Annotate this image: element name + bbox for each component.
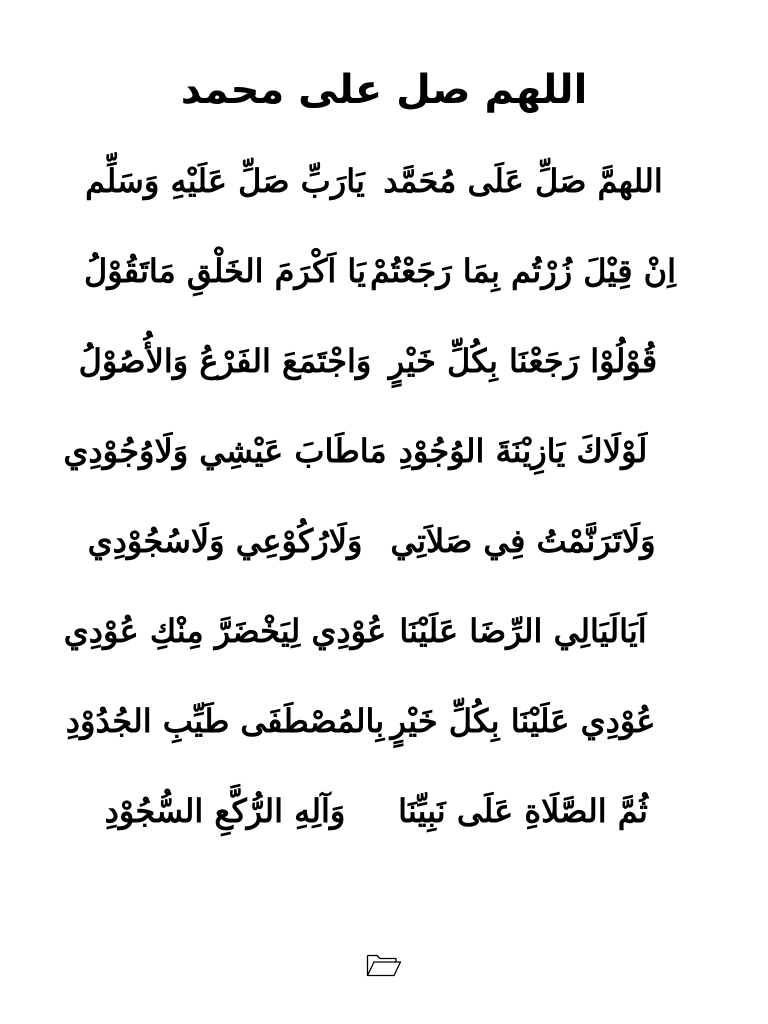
verse-row [0, 236, 768, 326]
verse-left-hemistich: مَاطَابَ عَيْشِي وَلَاوُجُوْدِي [63, 432, 387, 470]
verse-row [0, 416, 768, 506]
verse-row [0, 776, 768, 866]
verse-left-hemistich: وَآلِهِ الرُّكَّعِ السُّجُوْدِ [104, 792, 346, 830]
verse-right-hemistich: قُوْلُوْا رَجَعْنَا بِكُلِّ خَيْرٍ [388, 342, 658, 380]
poem [0, 146, 768, 866]
verse-row [0, 596, 768, 686]
folder-icon[interactable] [366, 952, 402, 978]
verse-row [0, 686, 768, 776]
verse-right-hemistich: اللهمَّ صَلِّ عَلَى مُحَمَّد [383, 162, 663, 200]
verse-right-hemistich: لَوْلَاكَ يَازِيْنَةَ الوُجُوْدِ [398, 432, 648, 470]
verse-right-hemistich: ثُمَّ الصَّلَاةِ عَلَى نَبِيِّنَا [398, 792, 648, 830]
verse-row [0, 146, 768, 236]
verse-left-hemistich: وَاجْتَمَعَ الفَرْعُ وَالأُصُوْلُ [78, 342, 372, 380]
verse-left-hemistich: يَا اَكْرَمَ الخَلْقِ مَاتَقُوْلُ [83, 252, 366, 290]
verse-right-hemistich: عُوْدِي عَلَيْنَا بِكُلِّ خَيْرٍ [390, 702, 656, 740]
verse-right-hemistich: اِنْ قِيْلَ زُرْتُم بِمَا رَجَعْتُمْ [369, 252, 677, 290]
verse-row [0, 506, 768, 596]
verse-left-hemistich: يَارَبِّ صَلِّ عَلَيْهِ وَسَلِّم [85, 162, 365, 200]
verse-right-hemistich: وَلَاتَرَنَّمْتُ فِي صَلاَتِي [390, 522, 656, 560]
page-title: اللهم صل على محمد [180, 67, 588, 113]
verse-left-hemistich: وَلَارُكُوْعِي وَلَاسُجُوْدِي [87, 522, 363, 560]
verse-left-hemistich: عُوْدِي لِيَخْضَرَّ مِنْكِ عُوْدِي [63, 612, 387, 650]
verse-right-hemistich: اَيَالَيَالِي الرِّضَا عَلَيْنَا [399, 612, 647, 650]
verse-row [0, 326, 768, 416]
verse-left-hemistich: بِالمُصْطَفَى طَيِّبِ الجُدُوْدِ [65, 702, 385, 740]
